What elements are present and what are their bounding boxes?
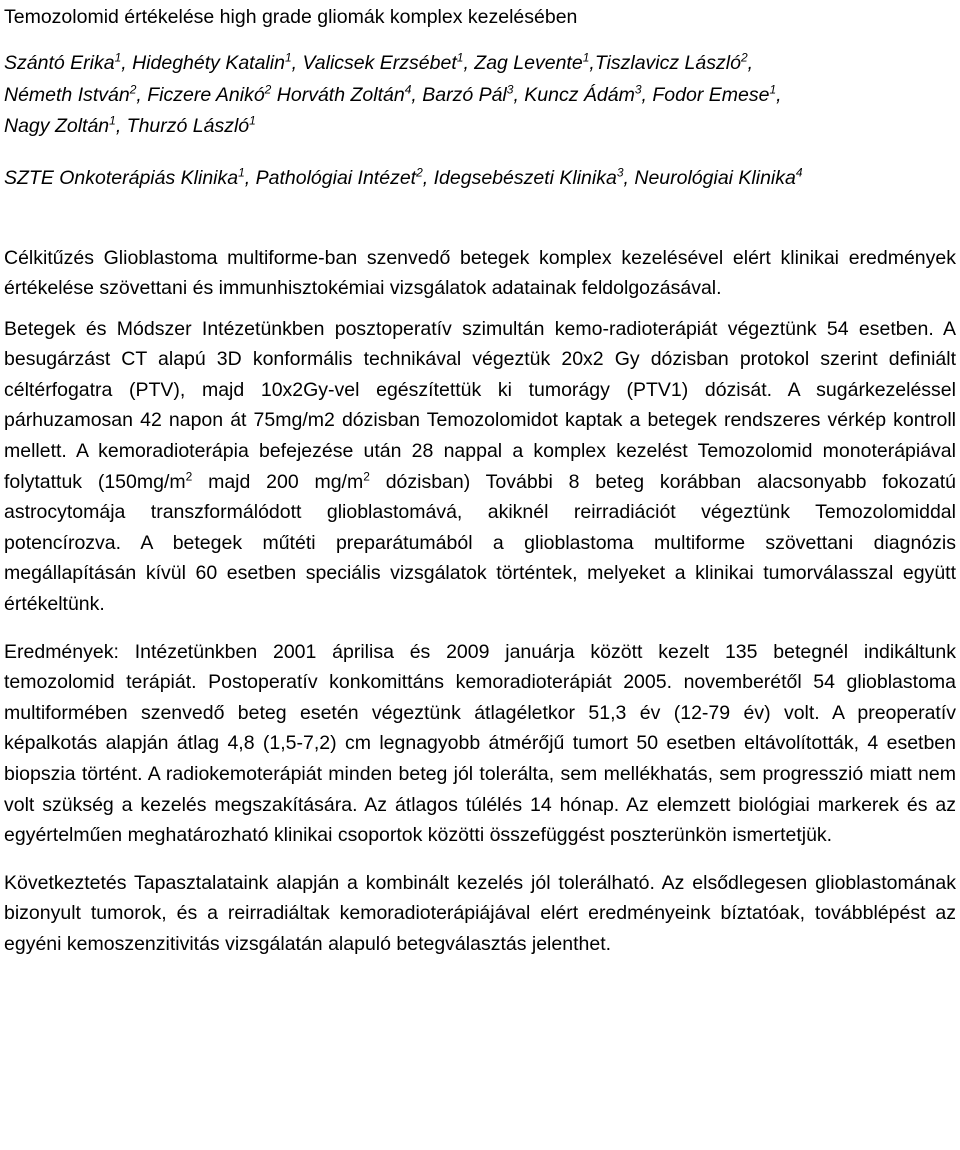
- author-name: Nagy Zoltán: [4, 115, 110, 137]
- author-name: Hideghéty Katalin: [132, 52, 285, 74]
- author-separator: ,: [411, 83, 423, 106]
- author-superscript: 1: [769, 82, 777, 96]
- author-superscript: 3: [506, 82, 514, 96]
- author-separator: ,: [121, 52, 133, 74]
- author-separator: ,: [747, 52, 754, 74]
- methods-superscript-b: 2: [363, 469, 370, 484]
- methods-text-c: dózisban) További 8 beteg korábban alacsonyabb fokozatú astrocytomája transzformálódott glioblastomává, akiknél reirradiációt végeztünk Temozolomiddal potencírozva. A betegek műtéti preparátumából a glioblastoma multiforme szövettani diagnózis megállapításán kívül 60 esetben speciális vizsgálatok történtek, melyeket a klinikai tumorválasszal együtt értékeltünk.: [4, 470, 956, 616]
- methods-text-b: majd 200 mg/m: [192, 470, 364, 493]
- results-label: Eredmények:: [4, 640, 119, 663]
- author-separator: ,: [115, 115, 127, 137]
- affiliation-superscript: 3: [616, 165, 624, 179]
- author-superscript: 2: [129, 82, 137, 96]
- author-superscript: 4: [404, 82, 412, 96]
- affiliation-name: Neurológiai Klinika: [634, 166, 796, 189]
- conclusion-text: Tapasztalataink alapján a kombinált kezelés jól tolerálható. Az elsődlegesen glioblastomának bizonyult tumorok, és a reirradiáltak kemoradioterápiájával elért eredményeink bíztatóak, továbblépést az egyéni kemoszenzitivitás vizsgálatán alapuló betegválasztás jelenthet.: [4, 871, 956, 955]
- author-name: Kuncz Ádám: [524, 83, 635, 106]
- author-superscript: 1: [109, 113, 116, 128]
- affiliation-name: Pathológiai Intézet: [255, 166, 417, 189]
- author-superscript: 1: [114, 50, 122, 65]
- author-superscript: 3: [634, 82, 642, 96]
- author-list: [4, 48, 956, 143]
- affiliation-superscript: 2: [416, 165, 423, 179]
- author-name: Németh István: [4, 83, 130, 106]
- author-separator: ,: [513, 83, 525, 106]
- author-separator: ,: [589, 52, 595, 74]
- author-name: Fodor Emese: [652, 83, 770, 106]
- methods-label: Betegek és Módszer: [4, 317, 192, 340]
- author-name: Horváth Zoltán: [276, 83, 405, 106]
- aim-label: Célkitűzés: [4, 246, 94, 269]
- author-superscript: 2: [264, 82, 272, 96]
- affiliation-name: Idegsebészeti Klinika: [433, 166, 617, 189]
- conclusion-label: Következtetés: [4, 871, 127, 894]
- results-text: Intézetünkben 2001 áprilisa és 2009 januárja között kezelt 135 betegnél indikáltunk temozolomid terápiát. Postoperatív konkomittáns kemoradioterápiát 2005. novemberétől 54 glioblastoma multiformében szenvedő beteg esetén végeztünk átlagéletkor 51,3 év (12-79 év) volt. A preoperatív képalkotás alapján átlag 4,8 (1,5-7,2) cm legnagyobb átmérőjű tumort 50 esetben eltávolították, 4 esetben biopszia történt. A radiokemoterápiát minden beteg jól tolerálta, sem mellékhatás, sem progresszió miatt nem volt szükség a kezelés megszakítására. Az átlagos túlélés 14 hónap. Az elemzett biológiai markerek és az egyértelműen meghatározható klinikai csoportok közötti összefüggést poszterünkön ismertetjük.: [4, 640, 957, 847]
- author-name: Tiszlavicz László: [594, 52, 741, 74]
- author-superscript: 2: [740, 50, 748, 65]
- author-name: Valicsek Erzsébet: [302, 52, 457, 74]
- affiliation-list: [4, 165, 956, 191]
- affiliation-separator: ,: [244, 166, 256, 189]
- conclusion-section: [4, 868, 956, 960]
- author-separator: ,: [463, 52, 475, 74]
- results-section: [4, 637, 956, 851]
- author-superscript: 1: [456, 50, 464, 65]
- author-separator: ,: [136, 83, 148, 106]
- document-page: [4, 0, 956, 960]
- author-superscript: 1: [249, 113, 256, 128]
- affiliation-name: SZTE Onkoterápiás Klinika: [4, 166, 239, 189]
- author-separator: ,: [641, 83, 653, 106]
- document-title: Temozolomid értékelése high grade gliomák komplex kezelésében: [4, 6, 578, 28]
- affiliation-separator: ,: [422, 166, 434, 189]
- author-name: Szántó Erika: [4, 52, 115, 74]
- author-separator: ,: [776, 83, 782, 106]
- aim-text: Glioblastoma multiforme-ban szenvedő betegek komplex kezelésével elért klinikai eredmények értékelése szövettani és immunhisztokémiai vizsgálatok adatainak feldolgozásával.: [4, 246, 956, 300]
- author-name: Barzó Pál: [422, 83, 507, 106]
- affiliation-superscript: 4: [795, 165, 803, 179]
- affiliation-separator: ,: [623, 166, 635, 189]
- author-superscript: 1: [582, 50, 590, 65]
- affiliation-superscript: 1: [238, 165, 245, 179]
- methods-section: [4, 314, 956, 620]
- author-separator: ,: [291, 52, 303, 74]
- author-name: Ficzere Anikó: [147, 83, 265, 106]
- author-superscript: 1: [284, 50, 292, 65]
- author-name: Zag Levente: [474, 52, 583, 74]
- aim-section: [4, 243, 956, 304]
- methods-text-a: Intézetünkben posztoperatív szimultán kemo-radioterápiát végeztünk 54 esetben. A besugárzást CT alapú 3D konformális technikával végeztük 20x2 Gy dózisban protokol szerint definiált céltérfogatra (PTV), majd 10x2Gy-vel egészítettük ki tumorágy (PTV1) dózisát. A sugárkezeléssel párhuzamosan 42 napon át 75mg/m2 dózisban Temozolomidot kaptak a betegek rendszeres vérkép kontroll mellett. A kemoradioterápia befejezése után 28 nappal a komplex kezelést Temozolomid monoterápiával folytattuk (150mg/m: [4, 317, 956, 493]
- author-name: Thurzó László: [126, 115, 250, 137]
- methods-superscript-a: 2: [185, 469, 193, 484]
